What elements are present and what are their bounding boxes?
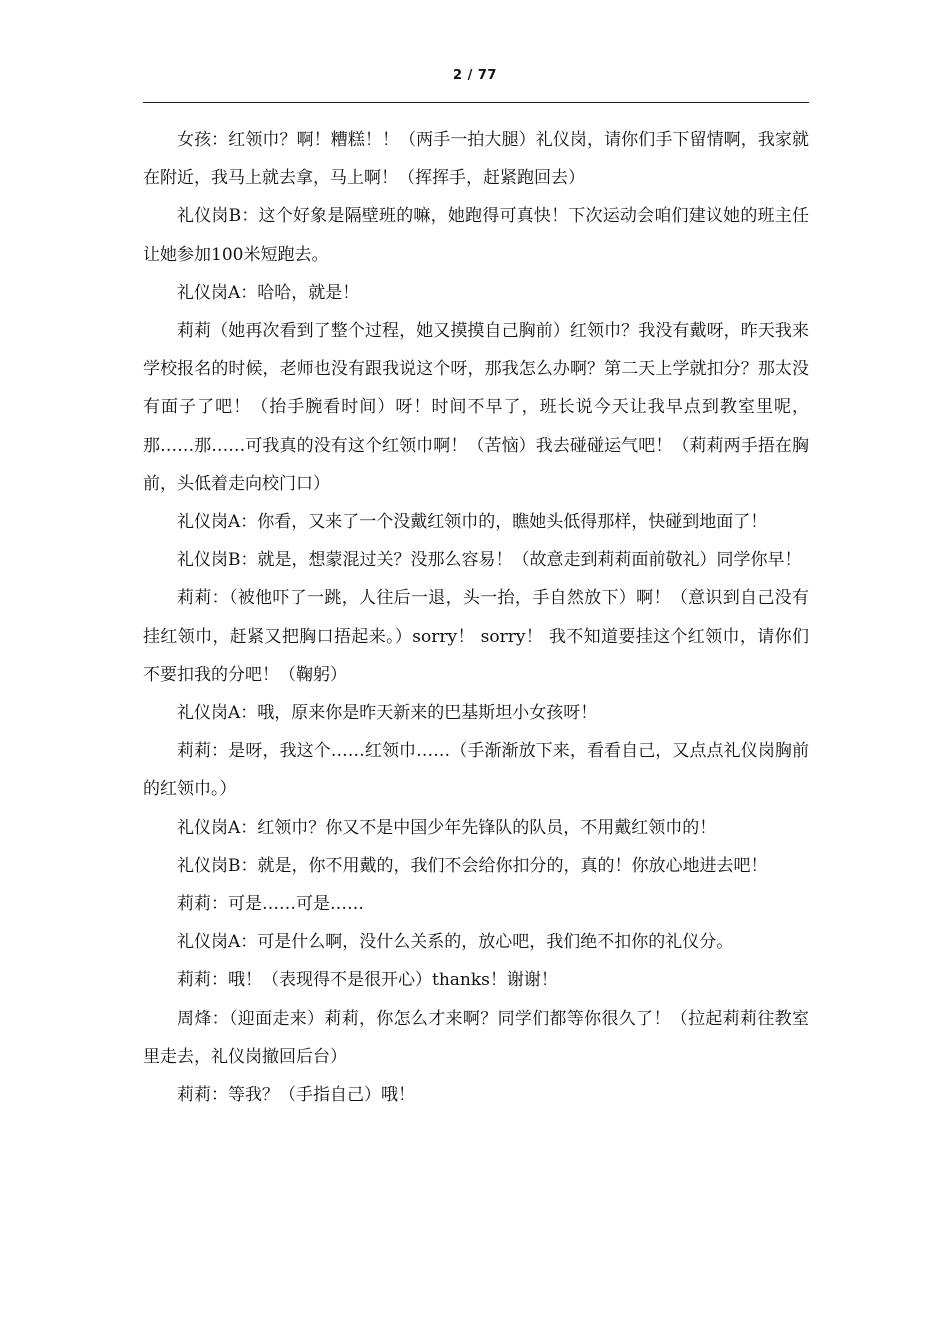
paragraph: 礼仪岗A：你看，又来了一个没戴红领巾的，瞧她头低得那样，快碰到地面了！ — [177, 512, 768, 533]
header-divider — [143, 102, 809, 103]
paragraph: 礼仪岗B：这个好象是隔壁班的嘛，她跑得可真快！下次运动会咱们建议她的班主任让她参加100米短跑去。 — [143, 206, 809, 265]
paragraph: 礼仪岗A：可是什么啊，没什么关系的，放心吧，我们绝不扣你的礼仪分。 — [177, 932, 734, 953]
document-body — [143, 121, 809, 1114]
paragraph: 女孩：红领巾？啊！糟糕！！（两手一拍大腿）礼仪岗，请你们手下留情啊，我家就在附近，我马上就去拿，马上啊！（挥挥手，赶紧跑回去） — [143, 130, 809, 189]
paragraph: 周烽：（迎面走来）莉莉，你怎么才来啊？同学们都等你很久了！（拉起莉莉往教室里走去，礼仪岗撤回后台） — [143, 1008, 809, 1067]
paragraph: 礼仪岗A：哈哈，就是！ — [177, 282, 360, 303]
paragraph: 莉莉：哦！（表现得不是很开心）thanks！谢谢！ — [177, 970, 558, 991]
paragraph: 莉莉：可是……可是…… — [177, 894, 364, 915]
paragraph: 礼仪岗A：哦，原来你是昨天新来的巴基斯坦小女孩呀！ — [177, 703, 598, 724]
paragraph: 莉莉：等我？（手指自己）哦！ — [177, 1085, 415, 1106]
paragraph: 礼仪岗B：就是，想蒙混过关？没那么容易！（故意走到莉莉面前敬礼）同学你早！ — [177, 550, 802, 571]
paragraph: 礼仪岗A：红领巾？你又不是中国少年先锋队的队员，不用戴红领巾的！ — [177, 817, 717, 838]
paragraph: 莉莉：是呀，我这个……红领巾……（手渐渐放下来，看看自己，又点点礼仪岗胸前的红领巾。） — [143, 741, 809, 800]
paragraph: 礼仪岗B：就是，你不用戴的，我们不会给你扣分的，真的！你放心地进去吧！ — [177, 855, 768, 876]
paragraph: 莉莉：（被他吓了一跳，人往后一退，头一抬，手自然放下）啊！（意识到自己没有挂红领巾，赶紧又把胸口捂起来。）sorry！ sorry！ 我不知道要挂这个红领巾，请你们不要扣我的分吧！（鞠躬） — [143, 588, 809, 685]
paragraph: 莉莉（她再次看到了整个过程，她又摸摸自己胸前）红领巾？我没有戴呀，昨天我来学校报名的时候，老师也没有跟我说这个呀，那我怎么办啊？第二天上学就扣分？那太没有面子了吧！（抬手腕看时间）呀！时间不早了，班长说今天让我早点到教室里呢，那……那……可我真的没有这个红领巾啊！（苦恼）我去碰碰运气吧！（莉莉两手捂在胸前，头低着走向校门口） — [143, 321, 809, 494]
page-number: 2 / 77 — [453, 68, 497, 83]
